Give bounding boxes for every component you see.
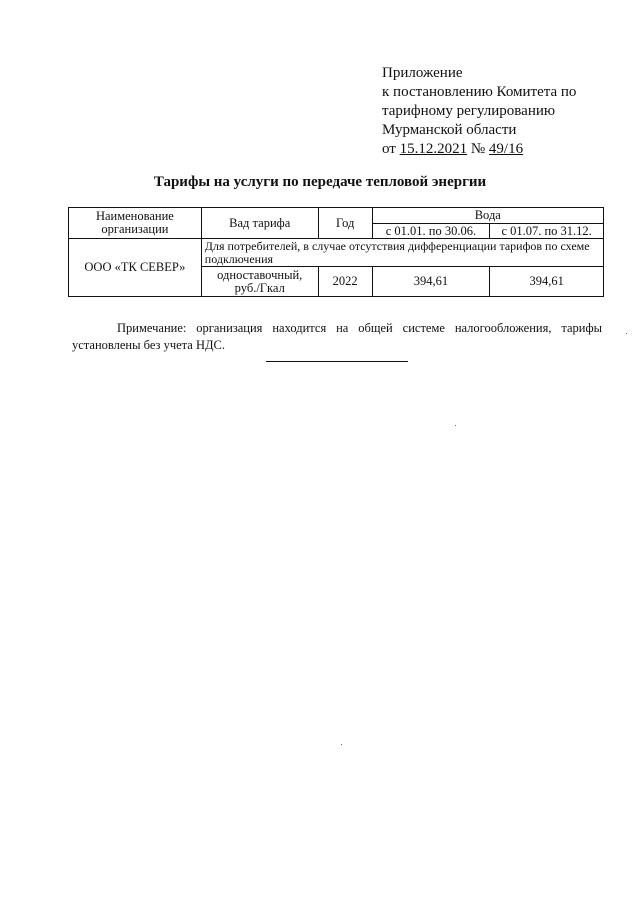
scan-speck [341,744,342,745]
header-row-1 [69,208,604,224]
consumers-note-cell: Для потребителей, в случае отсутствия дифференциации тарифов по схеме подключения [201,239,603,267]
scan-speck [455,425,456,426]
decree-date: 15.12.2021 [399,141,468,157]
header-org: Наименование организации [69,208,202,239]
end-divider-line [266,361,408,362]
appendix-date-line [382,140,576,159]
header-period-1: с 01.01. по 30.06. [372,224,490,239]
header-period-2: с 01.07. по 31.12. [490,224,604,239]
date-prefix: от [382,141,400,157]
appendix-line-2: к постановлению Комитета по [382,84,577,100]
year-cell: 2022 [318,267,372,297]
table-row [69,239,604,267]
remark-paragraph: Примечание: организация находится на общей системе налогообложения, тарифы установлены без учета НДС. [72,321,602,352]
tariff-type-cell: одноставочный, руб./Гкал [201,267,318,297]
document-title: Тарифы на услуги по передаче тепловой энергии [153,174,487,190]
header-year: Год [318,208,372,239]
number-prefix: № [467,141,489,157]
appendix-line-1: Приложение [382,65,463,81]
decree-number: 49/16 [488,141,524,157]
appendix-line-4: Мурманской области [382,122,517,138]
org-name-cell: ООО «ТК СЕВЕР» [69,239,202,297]
tariff-table [68,207,604,297]
header-tariff-type: Вад тарифа [201,208,318,239]
header-resource: Вода [372,208,603,224]
appendix-block [382,64,576,159]
scan-speck [626,333,627,334]
appendix-line-3: тарифному регулированию [382,103,556,119]
period-2-value-cell: 394,61 [490,267,604,297]
period-1-value-cell: 394,61 [372,267,490,297]
